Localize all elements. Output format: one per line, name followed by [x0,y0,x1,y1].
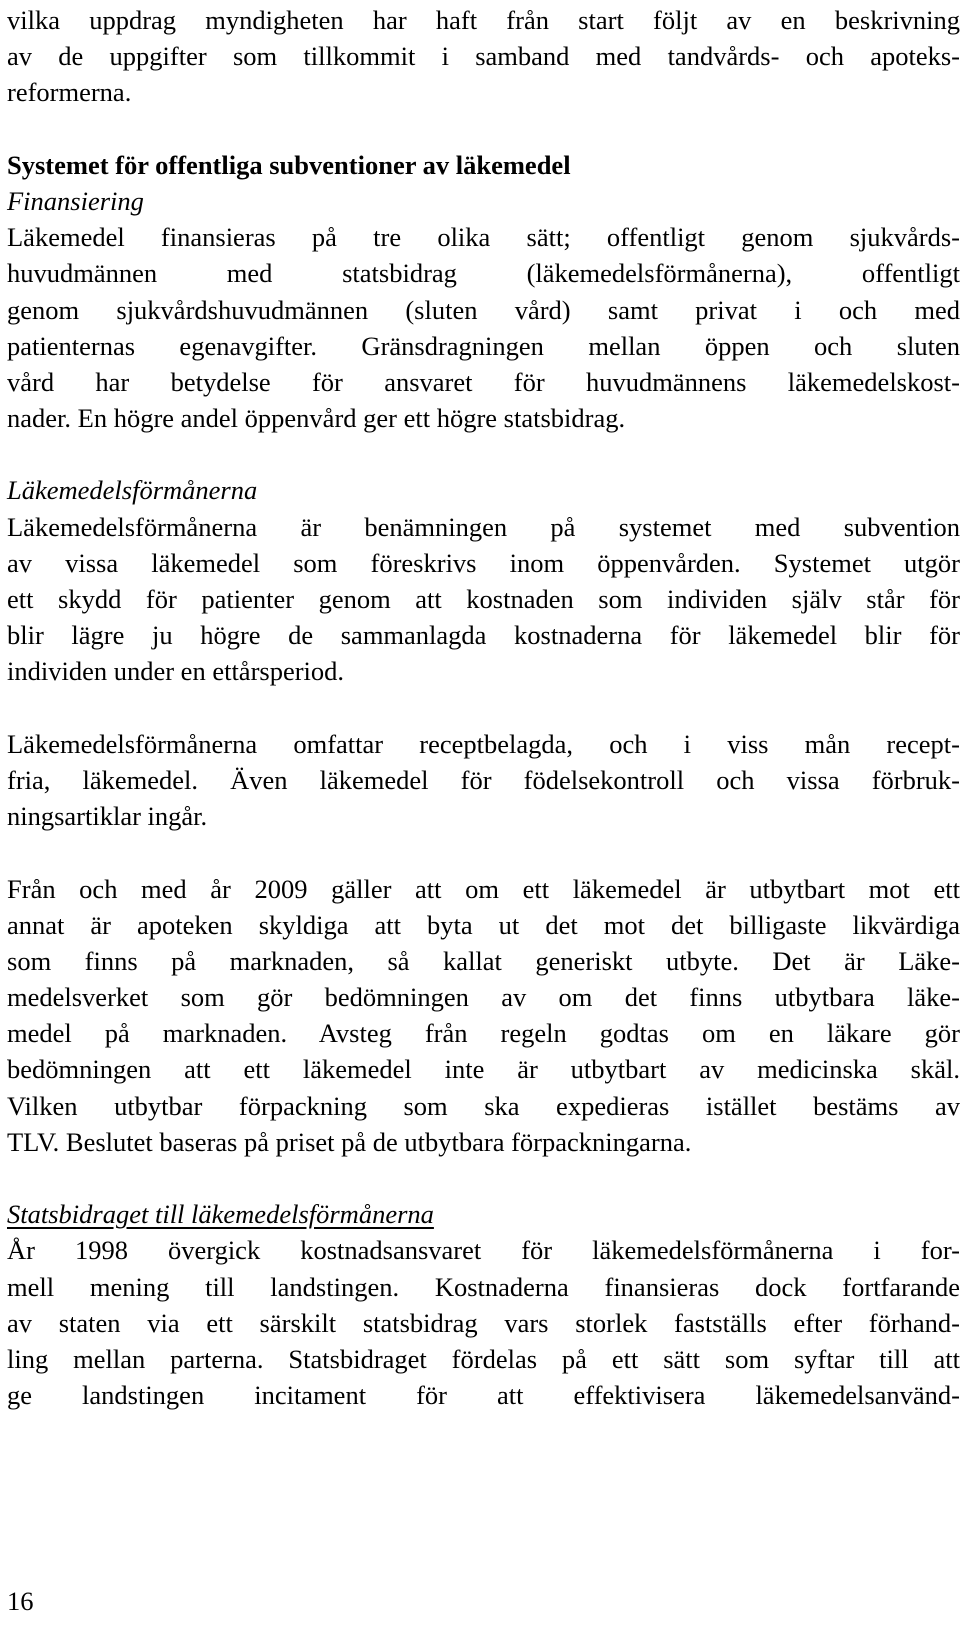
text-line: vård har betydelse för ansvaret för huvudmännens läkemedelskost- [7,366,960,397]
lakemedelsformanerna-paragraph-1 [7,509,960,690]
text-line: ningsartiklar ingår. [7,801,208,832]
page-number: 16 [7,1586,34,1616]
text-line: ling mellan parterna. Statsbidraget fördelas på ett sätt som syftar till att [7,1343,960,1374]
text-line: Vilken utbytbar förpackning som ska expedieras istället bestäms av [7,1090,960,1121]
text-line: medelsverket som gör bedömningen av om det finns utbytbara läke- [7,982,960,1013]
text-line: huvudmännen med statsbidrag (läkemedelsförmånerna), offentligt [7,258,960,289]
text-line: ge landstingen incitament för att effektivisera läkemedelsanvänd- [7,1380,960,1411]
subheading-statsbidraget: Statsbidraget till läkemedelsförmånerna [7,1199,434,1230]
text-line: patienternas egenavgifter. Gränsdragningen mellan öppen och sluten [7,330,960,361]
text-line: År 1998 övergick kostnadsansvaret för läkemedelsförmånerna i for- [7,1235,960,1266]
text-line: annat är apoteken skyldiga att byta ut det mot det billigaste likvärdiga [7,909,960,940]
text-line: individen under en ettårsperiod. [7,656,345,687]
finansiering-paragraph [7,219,960,436]
text-line: bedömningen att ett läkemedel inte är utbytbart av medicinska skäl. [7,1054,960,1085]
text-line: som finns på marknaden, så kallat generiskt utbyte. Det är Läke- [7,945,960,976]
text-line: TLV. Beslutet baseras på priset på de utbytbara förpackningarna. [7,1126,692,1157]
subheading-lakemedelsformanerna: Läkemedelsförmånerna [7,475,258,506]
text-line: av vissa läkemedel som föreskrivs inom öppenvården. Systemet utgör [7,547,960,578]
intro-paragraph [7,2,960,111]
text-line: Läkemedelsförmånerna omfattar receptbelagda, och i viss mån recept- [7,728,960,759]
text-line: Läkemedelsförmånerna är benämningen på systemet med subvention [7,511,960,542]
text-line: medel på marknaden. Avsteg från regeln godtas om en läkare gör [7,1018,960,1049]
paragraph-spacer [7,111,960,147]
text-line: nader. En högre andel öppenvård ger ett högre statsbidrag. [7,403,626,434]
paragraph-spacer [7,436,960,472]
text-line: genom sjukvårdshuvudmännen (sluten vård) samt privat i och med [7,294,960,325]
statsbidraget-paragraph [7,1232,960,1413]
paragraph-spacer [7,834,960,870]
paragraph-spacer [7,1160,960,1196]
lakemedelsformanerna-paragraph-2 [7,726,960,835]
text-line: Från och med år 2009 gäller att om ett läkemedel är utbytbart mot ett [7,873,960,904]
text-line: vilka uppdrag myndigheten har haft från start följt av en beskrivning [7,5,960,35]
text-line: av staten via ett särskilt statsbidrag vars storlek fastställs efter förhand- [7,1307,960,1338]
text-line: Läkemedel finansieras på tre olika sätt; offentligt genom sjukvårds- [7,222,960,253]
text-line: ett skydd för patienter genom att kostnaden som individen själv står för [7,584,960,614]
page-body [7,2,960,1413]
subheading-finansiering: Finansiering [7,185,144,216]
text-line: blir lägre ju högre de sammanlagda kostnaderna för läkemedel blir för [7,620,960,651]
lakemedelsformanerna-paragraph-3 [7,871,960,1161]
paragraph-spacer [7,690,960,726]
text-line: reformerna. [7,77,132,108]
text-line: fria, läkemedel. Även läkemedel för födelsekontroll och vissa förbruk- [7,764,960,795]
text-line: mell mening till landstingen. Kostnaderna finansieras dock fortfarande [7,1271,960,1302]
text-line: av de uppgifter som tillkommit i samband med tandvårds- och apoteks- [7,41,960,72]
section-heading: Systemet för offentliga subventioner av läkemedel [7,149,571,180]
